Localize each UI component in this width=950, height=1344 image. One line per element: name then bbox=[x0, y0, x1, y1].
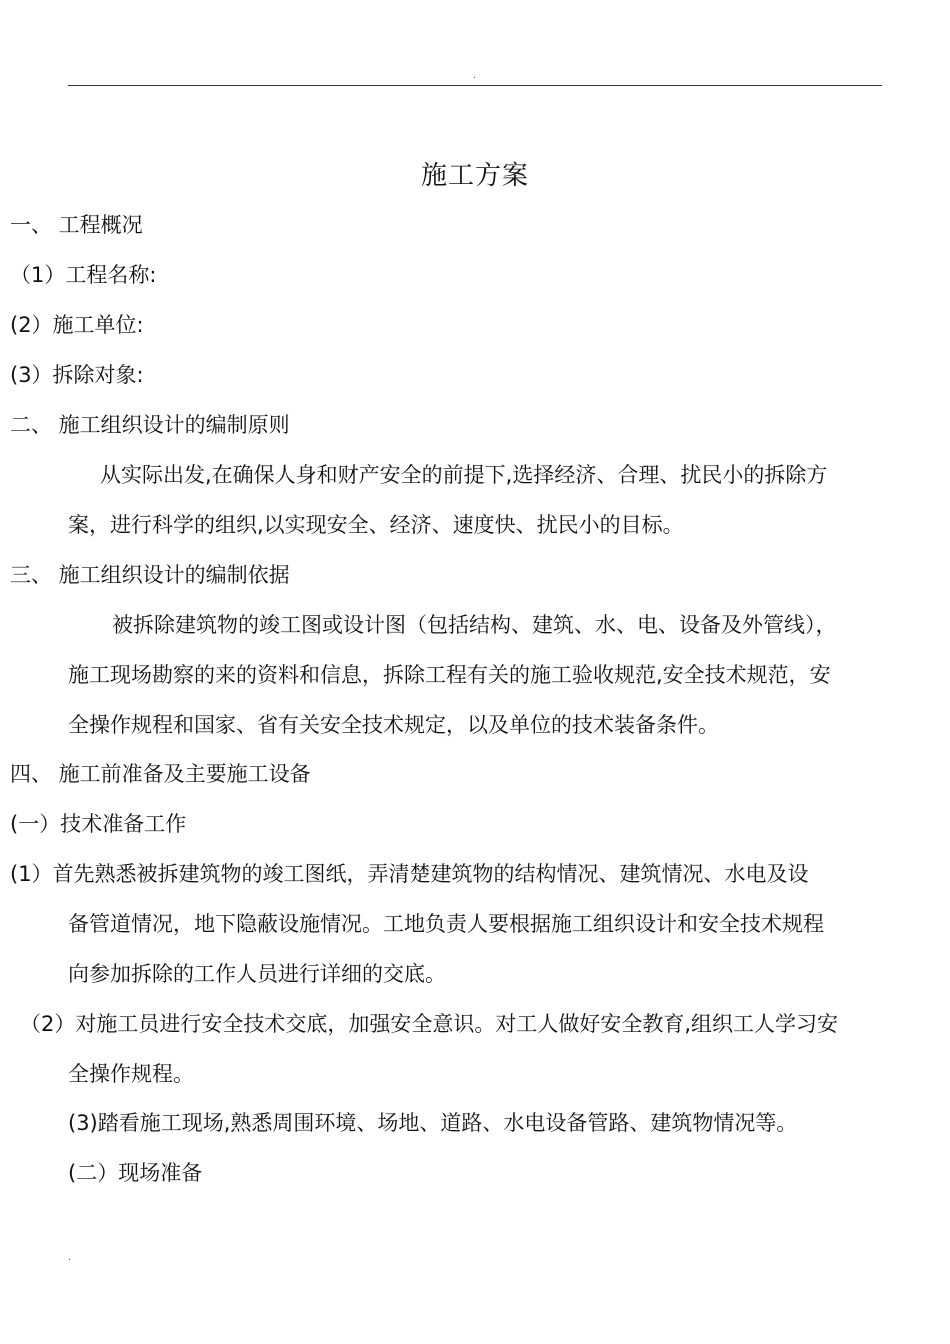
section-1-heading: 一、 工程概况 bbox=[10, 213, 143, 237]
section-4-subheading-technical: (一）技术准备工作 bbox=[10, 812, 187, 836]
document-title: 施工方案 bbox=[420, 161, 529, 191]
section-2-heading: 二、 施工组织设计的编制原则 bbox=[10, 413, 290, 437]
section-1-item-demolition-object: (3）拆除对象: bbox=[10, 363, 144, 387]
section-3-heading: 三、 施工组织设计的编制依据 bbox=[10, 563, 290, 587]
section-4-item-1-line-2: 备管道情况，地下隐蔽设施情况。工地负责人要根据施工组织设计和安全技术规程 bbox=[68, 912, 824, 936]
section-2-body-line-1: 从实际出发,在确保人身和财产安全的前提下,选择经济、合理、扰民小的拆除方 bbox=[100, 463, 828, 487]
footer-mark: . bbox=[68, 1252, 72, 1263]
section-1-item-project-name: （1）工程名称: bbox=[10, 263, 157, 287]
section-4-item-2-line-2: 全操作规程。 bbox=[68, 1062, 194, 1086]
section-4-item-3: (3)踏看施工现场,熟悉周围环境、场地、道路、水电设备管路、建筑物情况等。 bbox=[68, 1111, 798, 1135]
section-4-subheading-site: (二）现场准备 bbox=[68, 1161, 203, 1185]
section-3-body-line-3: 全操作规程和国家、省有关安全技术规定，以及单位的技术装备条件。 bbox=[68, 713, 719, 737]
header-mark: . bbox=[473, 70, 477, 81]
section-4-heading: 四、 施工前准备及主要施工设备 bbox=[10, 762, 311, 786]
section-3-body-line-2: 施工现场勘察的来的资料和信息，拆除工程有关的施工验收规范,安全技术规范，安 bbox=[68, 663, 831, 687]
section-4-item-1-line-3: 向参加拆除的工作人员进行详细的交底。 bbox=[68, 962, 446, 986]
section-2-body-line-2: 案，进行科学的组织,以实现安全、经济、速度快、扰民小的目标。 bbox=[68, 513, 684, 537]
section-1-item-construction-unit: (2）施工单位: bbox=[10, 313, 144, 337]
section-4-item-2-line-1: （2）对施工员进行安全技术交底，加强安全意识。对工人做好安全教育,组织工人学习安 bbox=[20, 1012, 839, 1036]
header-rule bbox=[68, 85, 882, 86]
section-3-body-line-1: 被拆除建筑物的竣工图或设计图（包括结构、建筑、水、电、设备及外管线）， bbox=[112, 613, 837, 637]
section-4-item-1-line-1: (1）首先熟悉被拆建筑物的竣工图纸，弄清楚建筑物的结构情况、建筑情况、水电及设 bbox=[10, 862, 809, 886]
